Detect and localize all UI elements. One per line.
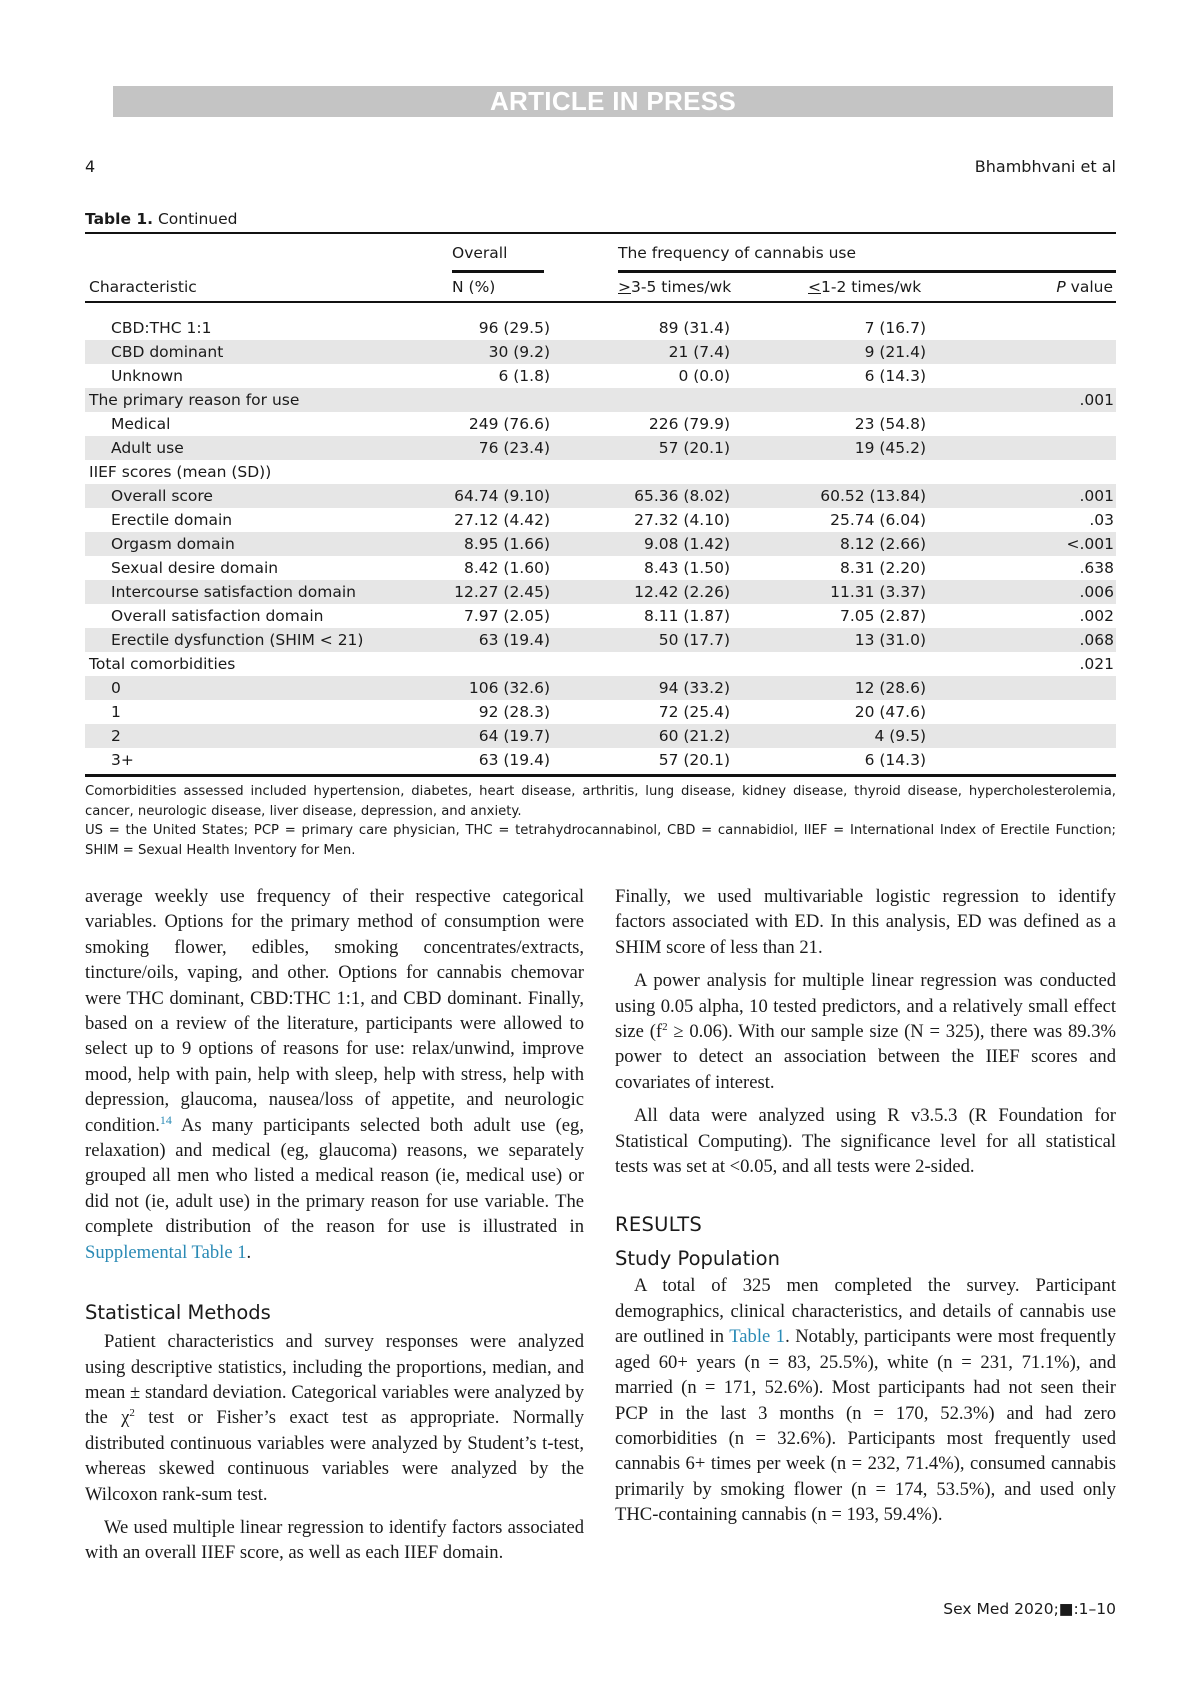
table-row: [85, 340, 1116, 364]
group-header-frequency: The frequency of cannabis use: [618, 244, 857, 262]
cell-low-frequency: 13 (31.0): [854, 631, 926, 649]
cell-overall-n-pct: 7.97 (2.05): [463, 607, 550, 625]
cell-high-frequency: 8.11 (1.87): [643, 607, 730, 625]
row-label: 3+: [111, 751, 134, 769]
cell-p-value: .021: [1079, 655, 1114, 673]
table-column-header: [85, 274, 1116, 303]
col-header-low-frequency: <1-2 times/wk: [808, 278, 922, 296]
cell-low-frequency: 20 (47.6): [854, 703, 926, 721]
col-header-n-pct: N (%): [452, 278, 496, 296]
body-column-right: [615, 884, 1116, 1528]
paragraph-study-population: A total of 325 men completed the survey. Participant demographics, clinical characteristics, and details of cannabis use are outlined in Table 1. Notably, participants were most frequently aged 60+ years (n = 83, 25.5%), white (n = 231, 71.1%), and married (n = 171, 52.6%). Most participants had not seen their PCP in the last 3 months (n = 170, 52.3%) and had zero comorbidities (n = 32.6%). Participants most frequently used cannabis 6+ times per week (n = 232, 71.4%), consumed cannabis primarily by smoking flower (n = 174, 53.5%), and used only THC-containing cannabis (n = 193, 59.4%).: [615, 1275, 1116, 1526]
page-number: 4: [85, 157, 96, 176]
cell-high-frequency: 8.43 (1.50): [643, 559, 730, 577]
paragraph-logistic-regression: Finally, we used multivariable logistic regression to identify factors associated with ED. In this analysis, ED was defined as a SHIM score of less than 21.: [615, 886, 1116, 958]
row-label: 1: [111, 703, 121, 721]
cell-overall-n-pct: 76 (23.4): [478, 439, 550, 457]
paragraph-linear-regression: We used multiple linear regression to identify factors associated with an overall IIEF score, as well as each IIEF domain.: [85, 1516, 584, 1564]
table-row: [85, 484, 1116, 508]
table-row: [85, 388, 1116, 412]
row-label: Total comorbidities: [89, 655, 236, 673]
table-row: [85, 676, 1116, 700]
heading-results: RESULTS: [615, 1213, 703, 1237]
cell-low-frequency: 11.31 (3.37): [830, 583, 926, 601]
table-caption-label: Table 1.: [85, 210, 154, 228]
row-label: Sexual desire domain: [111, 559, 279, 577]
table-row: [85, 436, 1116, 460]
row-label: Overall satisfaction domain: [111, 607, 324, 625]
cell-overall-n-pct: 64 (19.7): [478, 727, 550, 745]
cell-low-frequency: 9 (21.4): [864, 343, 926, 361]
paragraph-power-analysis: A power analysis for multiple linear regression was conducted using 0.05 alpha, 10 tested predictors, and a relatively small effect size $(f^2 \ge 0.06)$. With our sample size (N = 325), there was 89.3% power to detect an association between the IIEF scores and covariates of interest.: [615, 970, 1116, 1093]
cell-high-frequency: 0 (0.0): [678, 367, 730, 385]
cell-overall-n-pct: 30 (9.2): [488, 343, 550, 361]
cell-high-frequency: 226 (79.9): [648, 415, 730, 433]
table-row: [85, 604, 1116, 628]
table-row: [85, 700, 1116, 724]
heading-study-population: Study Population: [615, 1247, 780, 1271]
table-bottom-rule: [85, 774, 1116, 777]
row-label: Intercourse satisfaction domain: [111, 583, 356, 601]
cell-overall-n-pct: 12.27 (2.45): [454, 583, 550, 601]
cell-high-frequency: 72 (25.4): [658, 703, 730, 721]
cell-low-frequency: 6 (14.3): [864, 367, 926, 385]
citation-ref-14[interactable]: 14: [159, 1112, 172, 1127]
row-label: Medical: [111, 415, 171, 433]
table-row: [85, 412, 1116, 436]
table-row: [85, 724, 1116, 748]
table-body: [85, 316, 1116, 772]
table-row: [85, 652, 1116, 676]
col-header-characteristic: Characteristic: [89, 278, 197, 296]
row-label: Overall score: [111, 487, 213, 505]
cell-low-frequency: 12 (28.6): [854, 679, 926, 697]
cell-high-frequency: 94 (33.2): [658, 679, 730, 697]
group-header-overall: Overall: [452, 244, 508, 262]
group-header-overall-rule: [452, 270, 544, 273]
running-head-authors: Bhambhvani et al: [974, 157, 1116, 176]
table-footnotes: [85, 782, 1116, 860]
table-caption: [85, 210, 238, 228]
cell-low-frequency: 19 (45.2): [854, 439, 926, 457]
table-row: [85, 628, 1116, 652]
table-row: [85, 532, 1116, 556]
table-row: [85, 580, 1116, 604]
cell-high-frequency: 57 (20.1): [658, 751, 730, 769]
cell-overall-n-pct: 63 (19.4): [478, 631, 550, 649]
cell-high-frequency: 27.32 (4.10): [634, 511, 730, 529]
cell-high-frequency: 65.36 (8.02): [634, 487, 730, 505]
cell-overall-n-pct: 92 (28.3): [478, 703, 550, 721]
cell-p-value: .638: [1079, 559, 1114, 577]
cell-low-frequency: 60.52 (13.84): [820, 487, 926, 505]
row-label: Orgasm domain: [111, 535, 235, 553]
cell-p-value: .002: [1079, 607, 1114, 625]
table-row: [85, 316, 1116, 340]
col-header-high-frequency: >3-5 times/wk: [618, 278, 732, 296]
row-label: IIEF scores (mean (SD)): [89, 463, 272, 481]
cell-p-value: .001: [1079, 487, 1114, 505]
row-label: Erectile domain: [111, 511, 233, 529]
cell-overall-n-pct: 27.12 (4.42): [454, 511, 550, 529]
cell-p-value: .006: [1079, 583, 1114, 601]
row-label: Erectile dysfunction (SHIM < 21): [111, 631, 364, 649]
cell-overall-n-pct: 106 (32.6): [468, 679, 550, 697]
cell-p-value: .001: [1079, 391, 1114, 409]
cell-overall-n-pct: 249 (76.6): [468, 415, 550, 433]
footnote-abbreviations: US = the United States; PCP = primary care physician, THC = tetrahydrocannabinol, CBD = cannabidiol, IIEF = International Index of Erectile Function; SHIM = Sexual Health Inventory for Men.: [85, 823, 1116, 858]
cell-low-frequency: 6 (14.3): [864, 751, 926, 769]
cell-high-frequency: 12.42 (2.26): [634, 583, 730, 601]
heading-statistical-methods: Statistical Methods: [85, 1301, 271, 1325]
supplemental-table-1-link[interactable]: Supplemental Table 1: [85, 1241, 247, 1263]
cell-high-frequency: 21 (7.4): [668, 343, 730, 361]
cell-overall-n-pct: 8.95 (1.66): [463, 535, 550, 553]
cell-high-frequency: 9.08 (1.42): [643, 535, 730, 553]
footnote-comorbidities: Comorbidities assessed included hypertension, diabetes, heart disease, arthritis, lung disease, kidney disease, thyroid disease, hypercholesterolemia, cancer, neurologic disease, liver disease, depression, and anxiety.: [85, 784, 1116, 819]
cell-low-frequency: 7 (16.7): [864, 319, 926, 337]
table-1-link[interactable]: Table 1: [729, 1326, 786, 1348]
cell-high-frequency: 89 (31.4): [658, 319, 730, 337]
cell-high-frequency: 60 (21.2): [658, 727, 730, 745]
table-row: [85, 748, 1116, 772]
table-row: [85, 460, 1116, 484]
body-column-left: [85, 884, 584, 1566]
cell-p-value: .03: [1089, 511, 1114, 529]
table-1: [85, 232, 1116, 777]
cell-overall-n-pct: 64.74 (9.10): [454, 487, 550, 505]
cell-low-frequency: 23 (54.8): [854, 415, 926, 433]
table-group-header: [85, 234, 1116, 274]
paragraph-descriptive-stats: Patient characteristics and survey responses were analyzed using descriptive statistics, including the proportions, median, and mean ± standard deviation. Categorical variables were analyzed by the $\chi^2$ test or Fisher’s exact test as appropriate. Normally distributed continuous variables were analyzed by Student’s t-test, whereas skewed continuous variables were analyzed by the Wilcoxon rank-sum test.: [85, 1331, 584, 1505]
table-row: [85, 508, 1116, 532]
cell-high-frequency: 57 (20.1): [658, 439, 730, 457]
row-label: Unknown: [111, 367, 183, 385]
row-label: CBD:THC 1:1: [111, 319, 212, 337]
cell-p-value: .068: [1079, 631, 1114, 649]
cell-overall-n-pct: 6 (1.8): [498, 367, 550, 385]
row-label: The primary reason for use: [89, 391, 300, 409]
col-header-p-value: P value: [1056, 278, 1113, 296]
cell-low-frequency: 7.05 (2.87): [839, 607, 926, 625]
cell-low-frequency: 4 (9.5): [874, 727, 926, 745]
cell-high-frequency: 50 (17.7): [658, 631, 730, 649]
article-in-press-banner: ARTICLE IN PRESS: [113, 86, 1113, 117]
paragraph-consumption-options: average weekly use frequency of their respective categorical variables. Options for the primary method of consumption were smoking flower, edibles, smoking concentrates/extracts, tincture/oils, vaping, and other. Options for cannabis chemovar were THC dominant, CBD:THC 1:1, and CBD dominant. Finally, based on a review of the literature, participants were allowed to select up to 9 options of reasons for use: relax/unwind, improve mood, help with pain, help with sleep, help with stress, help with depression, glaucoma, nausea/loss of appetite, and neurologic condition.$^{14}$ As many participants selected both adult use (eg, relaxation) and medical (eg, glaucoma) reasons, we separately grouped all men who listed a medical reason (ie, medical use) or did not (ie, adult use) in the primary reason for use variable. The complete distribution of the reason for use is illustrated in Supplemental Table 1.: [85, 886, 584, 1263]
row-label: 2: [111, 727, 121, 745]
group-header-frequency-rule: [618, 270, 1116, 273]
journal-citation-footer: Sex Med 2020;■:1–10: [943, 1600, 1116, 1618]
row-label: Adult use: [111, 439, 184, 457]
table-row: [85, 364, 1116, 388]
cell-p-value: <.001: [1066, 535, 1114, 553]
cell-low-frequency: 8.31 (2.20): [839, 559, 926, 577]
paragraph-software: All data were analyzed using R v3.5.3 (R Foundation for Statistical Computing). The significance level for all statistical tests was set at <0.05, and all tests were 2-sided.: [615, 1105, 1116, 1178]
cell-low-frequency: 8.12 (2.66): [839, 535, 926, 553]
row-label: CBD dominant: [111, 343, 224, 361]
table-caption-rest: Continued: [153, 210, 238, 228]
cell-overall-n-pct: 96 (29.5): [478, 319, 550, 337]
row-label: 0: [111, 679, 121, 697]
cell-overall-n-pct: 8.42 (1.60): [463, 559, 550, 577]
cell-overall-n-pct: 63 (19.4): [478, 751, 550, 769]
table-row: [85, 556, 1116, 580]
cell-low-frequency: 25.74 (6.04): [830, 511, 926, 529]
